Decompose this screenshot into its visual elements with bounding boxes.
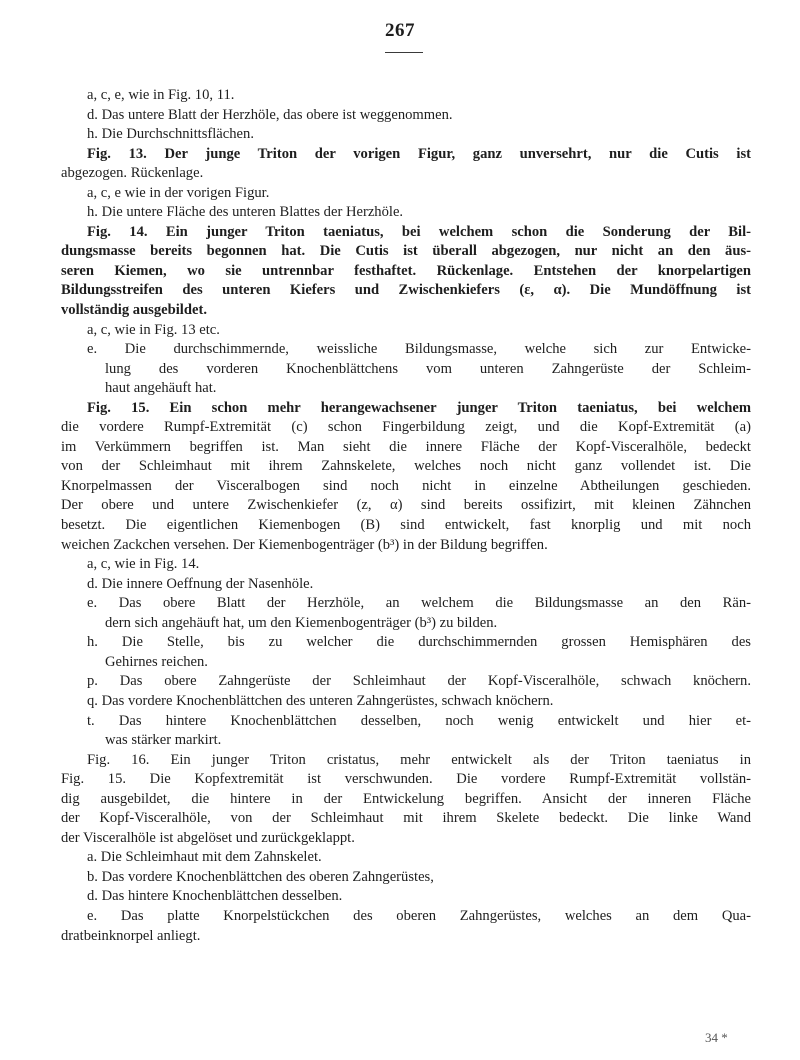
figure-paragraph-start: Fig. 14. Ein junger Triton taeniatus, bei welchem schon die Sonderung der Bil- <box>87 223 751 240</box>
text-line: dig ausgebildet, die hintere in der Entwickelung begriffen. Ansicht der inneren Fläche <box>61 790 751 807</box>
text-line: haut angehäuft hat. <box>105 380 217 397</box>
text-line: dratbeinknorpel anliegt. <box>61 927 201 944</box>
text-line: a, c, wie in Fig. 14. <box>87 556 200 573</box>
text-line: q. Das vordere Knochenblättchen des unteren Zahngerüstes, schwach knöchern. <box>87 692 554 709</box>
text-line: Bildungsstreifen des unteren Kiefers und Zwischenkiefers (ε, α). Die Mundöffnung ist <box>61 282 751 299</box>
text-line: p. Das obere Zahngerüste der Schleimhaut der Kopf-Visceralhöle, schwach knöchern. <box>87 673 751 690</box>
text-line: der Kopf-Visceralhöle, von der Schleimhaut mit ihrem Skelete bedeckt. Die linke Wand <box>61 810 751 827</box>
text-line: a, c, e wie in der vorigen Figur. <box>87 184 270 201</box>
text-line: abgezogen. Rückenlage. <box>61 165 204 182</box>
text-line: von der Schleimhaut mit ihrem Zahnskelete, welches noch nicht ganz vollendet ist. Die <box>61 458 751 475</box>
text-line: Knorpelmassen der Visceralbogen sind noch nicht in einzelne Abtheilungen geschieden. <box>61 477 751 494</box>
text-line: t. Das hintere Knochenblättchen desselben, noch wenig entwickelt und hier et- <box>87 712 751 729</box>
text-line: dern sich angehäuft hat, um den Kiemenbogenträger (b³) zu bilden. <box>105 614 498 631</box>
text-line: d. Die innere Oeffnung der Nasenhöle. <box>87 575 314 592</box>
text-line: b. Das vordere Knochenblättchen des oberen Zahngerüstes, <box>87 868 434 885</box>
text-line: vollständig ausgebildet. <box>61 302 207 319</box>
text-line: Der obere und untere Zwischenkiefer (z, α) sind bereits ossifizirt, mit kleinen Zähnchen <box>61 497 751 514</box>
text-line: a, c, wie in Fig. 13 etc. <box>87 321 220 338</box>
text-line: d. Das untere Blatt der Herzhöle, das obere ist weggenommen. <box>87 106 453 123</box>
text-line: Gehirnes reichen. <box>105 653 208 670</box>
figure-paragraph-start: Fig. 16. Ein junger Triton cristatus, mehr entwickelt als der Triton taeniatus in <box>87 751 751 768</box>
figure-paragraph-start: Fig. 13. Der junge Triton der vorigen Figur, ganz unversehrt, nur die Cutis ist <box>87 145 751 162</box>
text-line: im Verkümmern begriffen ist. Man sieht die innere Fläche der Kopf-Visceralhöle, bedeckt <box>61 438 751 455</box>
text-line: der Visceralhöle ist abgelöset und zurückgeklappt. <box>61 829 355 846</box>
figure-paragraph-start: Fig. 15. Ein schon mehr herangewachsener junger Triton taeniatus, bei welchem <box>87 399 751 416</box>
text-line: Fig. 15. Die Kopfextremität ist verschwunden. Die vordere Rumpf-Extremität vollstän- <box>61 771 751 788</box>
text-line: a, c, e, wie in Fig. 10, 11. <box>87 87 235 103</box>
text-line: dungsmasse bereits begonnen hat. Die Cutis ist überall abgezogen, nur nicht an den äus- <box>61 243 751 260</box>
text-line: lung des vorderen Knochenblättchens vom unteren Zahngerüste der Schleim- <box>105 360 751 377</box>
text-line: e. Die durchschimmernde, weissliche Bildungsmasse, welche sich zur Entwicke- <box>87 341 751 358</box>
page-number: 267 <box>385 20 415 41</box>
text-line: e. Das obere Blatt der Herzhöle, an welchem die Bildungsmasse an den Rän- <box>87 595 751 612</box>
signature-mark: 34 * <box>705 1030 728 1045</box>
text-line: h. Die Stelle, bis zu welcher die durchschimmernden grossen Hemisphären des <box>87 634 751 651</box>
page-number-rule <box>385 52 423 53</box>
text-line: was stärker markirt. <box>105 732 222 749</box>
text-line: weichen Zackchen versehen. Der Kiemenbogenträger (b³) in der Bildung begriffen. <box>61 536 548 553</box>
text-line: d. Das hintere Knochenblättchen desselben. <box>87 888 343 905</box>
text-line: h. Die Durchschnittsflächen. <box>87 126 254 143</box>
text-line: h. Die untere Fläche des unteren Blattes der Herzhöle. <box>87 204 404 221</box>
body-text <box>61 86 751 946</box>
text-line: seren Kiemen, wo sie untrennbar festhaftet. Rückenlage. Entstehen der knorpelartigen <box>61 262 751 279</box>
text-line: a. Die Schleimhaut mit dem Zahnskelet. <box>87 849 322 866</box>
text-line: e. Das platte Knorpelstückchen des oberen Zahngerüstes, welches an dem Qua- <box>87 907 751 924</box>
text-line: die vordere Rumpf-Extremität (c) schon Fingerbildung zeigt, und die Kopf-Extremität (a) <box>61 419 751 436</box>
text-line: besetzt. Die eigentlichen Kiemenbogen (B) sind entwickelt, fast knorplig und mit noch <box>61 517 751 534</box>
